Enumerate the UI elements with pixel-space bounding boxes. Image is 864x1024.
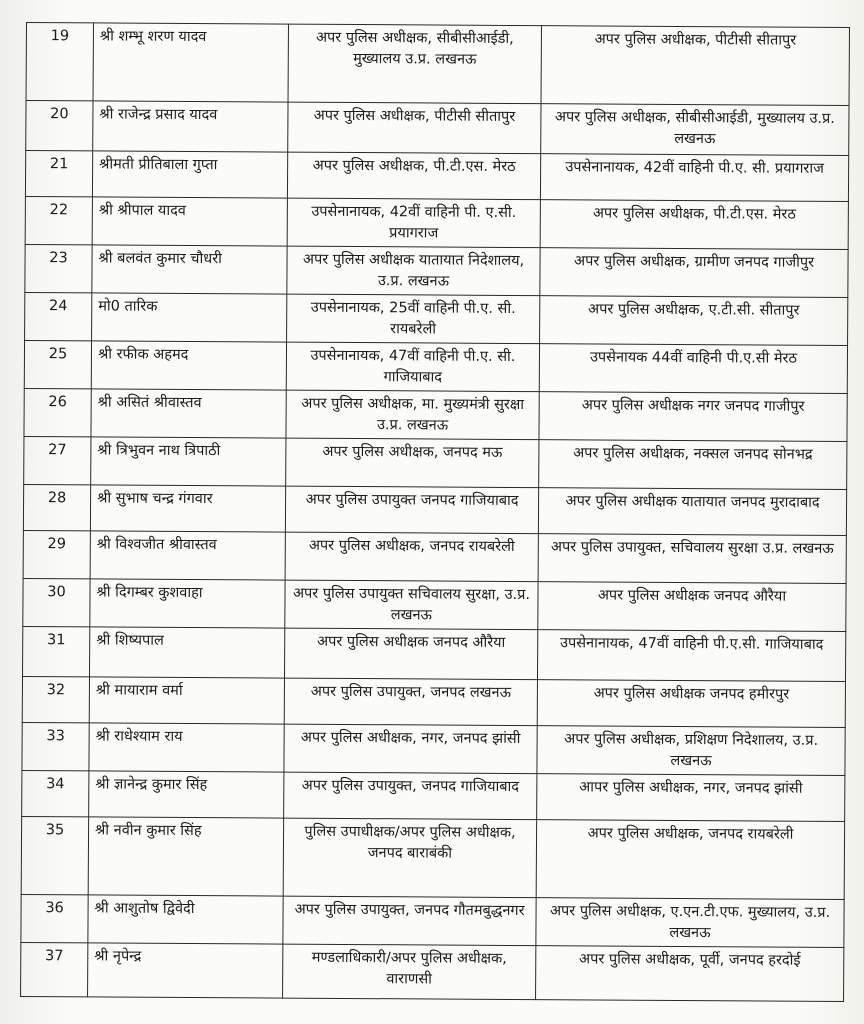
officer-name-cell: श्री मायाराम वर्मा (89, 677, 284, 724)
current-posting-cell: अपर पुलिस उपायुक्त, जनपद गौतमबुद्धनगर (283, 896, 536, 946)
new-posting-cell: उपसेनायक 44वीं वाहिनी पी.ए.सी मेरठ (539, 344, 847, 394)
new-posting-cell: आपर पुलिस अधीक्षक, नगर, जनपद झांसी (537, 774, 845, 822)
serial-number-cell: 29 (23, 530, 90, 578)
officer-name-cell: श्री असितं श्रीवास्तव (91, 389, 286, 438)
transfer-list-table (20, 22, 850, 1002)
serial-number-cell: 31 (23, 626, 90, 676)
current-posting-cell: उपसेनानायक, 47वीं वाहिनी पी.ए. सी. गाजियाबाद (286, 342, 539, 392)
table-row (26, 23, 849, 106)
officer-name-cell: श्री नवीन कुमार सिंह (88, 817, 283, 896)
new-posting-cell: अपर पुलिस अधीक्षक, ग्रामीण जनपद गाजीपुर (540, 248, 848, 298)
new-posting-cell: अपर पुलिस अधीक्षक, ए.एन.टी.एफ. मुख्यालय, उ.प्र. लखनऊ (536, 898, 844, 948)
current-posting-cell: अपर पुलिस अधीक्षक यातायात निदेशालय, उ.प्र. लखनऊ (287, 246, 540, 296)
new-posting-cell: अपर पुलिस अधीक्षक, ए.टी.सी. सीतापुर (540, 296, 848, 346)
officer-name-cell: मो0 तारिक (92, 293, 287, 342)
current-posting-cell: उपसेनानायक, 25वीं वाहिनी पी.ए. सी. रायबरेली (287, 294, 540, 344)
serial-number-cell: 27 (24, 436, 91, 484)
officer-name-cell: श्री शिष्यपाल (90, 627, 285, 678)
current-posting-cell: मण्डलाधिकारी/अपर पुलिस अधीक्षक, वाराणसी (283, 944, 536, 1000)
table-row (23, 484, 846, 535)
table-row (22, 676, 845, 727)
new-posting-cell: अपर पुलिस अधीक्षक, नक्सल जनपद सोनभद्र (539, 440, 847, 490)
officer-name-cell: श्री दिगम्बर कुशवाहा (90, 579, 285, 628)
table-row (23, 578, 846, 631)
table-row (21, 894, 844, 947)
new-posting-cell: अपर पुलिस अधीक्षक, पूर्वी, जनपद हरदोई (536, 946, 844, 1002)
new-posting-cell: अपर पुलिस उपायुक्त, सचिवालय सुरक्षा उ.प्र. लखनऊ (538, 534, 846, 584)
serial-number-cell: 19 (26, 23, 93, 101)
current-posting-cell: अपर पुलिस अधीक्षक जनपद औरैया (284, 628, 537, 680)
new-posting-cell: अपर पुलिस अधीक्षक, प्रशिक्षण निदेशालय, उ.प्र. लखनऊ (537, 726, 845, 776)
new-posting-cell: उपसेनानायक, 47वीं वाहिनी पी.ए.सी. गाजियाबाद (537, 630, 845, 682)
table-row (21, 816, 844, 899)
current-posting-cell: अपर पुलिस उपायुक्त, जनपद लखनऊ (284, 678, 537, 726)
current-posting-cell: उपसेनानायक, 42वीं वाहिनी पी. ए.सी. प्रयागराज (287, 198, 540, 248)
table-row (25, 292, 848, 345)
serial-number-cell: 34 (22, 770, 89, 816)
current-posting-cell: अपर पुलिस उपायुक्त जनपद गाजियाबाद (285, 486, 538, 534)
serial-number-cell: 26 (24, 388, 91, 436)
table-row (22, 722, 845, 775)
current-posting-cell: अपर पुलिस अधीक्षक, जनपद मऊ (286, 438, 539, 488)
officer-name-cell: श्रीमती प्रीतिबाला गुप्ता (92, 151, 287, 198)
officer-name-cell: श्री राजेन्द्र प्रसाद यादव (93, 101, 288, 152)
table-row (21, 942, 844, 1001)
serial-number-cell: 25 (24, 340, 91, 388)
serial-number-cell: 37 (21, 942, 88, 996)
new-posting-cell: अपर पुलिस अधीक्षक, जनपद रायबरेली (536, 820, 844, 900)
current-posting-cell: अपर पुलिस अधीक्षक, पी.टी.एस. मेरठ (287, 152, 540, 200)
serial-number-cell: 35 (21, 816, 88, 894)
serial-number-cell: 22 (25, 196, 92, 244)
current-posting-cell: अपर पुलिस अधीक्षक, मा. मुख्यमंत्री सुरक्षा उ.प्र. लखनऊ (286, 390, 539, 440)
table-row (23, 530, 846, 583)
serial-number-cell: 30 (23, 578, 90, 626)
serial-number-cell: 21 (25, 151, 92, 197)
serial-number-cell: 23 (25, 244, 92, 292)
table-row (26, 101, 849, 156)
current-posting-cell: अपर पुलिस अधीक्षक, नगर, जनपद झांसी (284, 724, 537, 774)
table-row (23, 626, 846, 681)
current-posting-cell: अपर पुलिस उपायुक्त सचिवालय सुरक्षा, उ.प्र. लखनऊ (285, 580, 538, 630)
current-posting-cell: अपर पुलिस उपायुक्त, जनपद गाजियाबाद (284, 772, 537, 820)
table-row (24, 340, 847, 393)
new-posting-cell: अपर पुलिस अधीक्षक, सीबीसीआईडी, मुख्यालय उ.प्र. लखनऊ (541, 104, 849, 156)
table-row (22, 770, 845, 821)
officer-name-cell: श्री नृपेन्द्र (88, 943, 283, 998)
serial-number-cell: 20 (26, 101, 93, 151)
officer-name-cell: श्री सुभाष चन्द्र गंगवार (90, 485, 285, 532)
current-posting-cell: अपर पुलिस अधीक्षक, जनपद रायबरेली (285, 532, 538, 582)
serial-number-cell: 28 (23, 484, 90, 530)
new-posting-cell: अपर पुलिस अधीक्षक नगर जनपद गाजीपुर (539, 392, 847, 442)
new-posting-cell: अपर पुलिस अधीक्षक यातायात जनपद मुरादाबाद (538, 488, 846, 536)
new-posting-cell: अपर पुलिस अधीक्षक, पीटीसी सीतापुर (541, 26, 849, 106)
officer-name-cell: श्री आशुतोष द्विवेदी (88, 895, 283, 944)
officer-name-cell: श्री रफीक अहमद (91, 341, 286, 390)
new-posting-cell: उपसेनानायक, 42वीं वाहिनी पी.ए. सी. प्रयागराज (540, 154, 848, 202)
officer-name-cell: श्री शम्भू शरण यादव (93, 23, 288, 102)
table-row (24, 388, 847, 441)
officer-name-cell: श्री श्रीपाल यादव (92, 197, 287, 246)
current-posting-cell: अपर पुलिस अधीक्षक, सीबीसीआईडी, मुख्यालय उ.प्र. लखनऊ (288, 24, 541, 104)
serial-number-cell: 24 (25, 292, 92, 340)
new-posting-cell: अपर पुलिस अधीक्षक जनपद औरैया (538, 582, 846, 632)
officer-name-cell: श्री त्रिभुवन नाथ त्रिपाठी (91, 437, 286, 486)
new-posting-cell: अपर पुलिस अधीक्षक जनपद हमीरपुर (537, 680, 845, 728)
table-row (25, 196, 848, 249)
serial-number-cell: 36 (21, 894, 88, 942)
current-posting-cell: पुलिस उपाधीक्षक/अपर पुलिस अधीक्षक, जनपद बाराबंकी (283, 818, 536, 898)
new-posting-cell: अपर पुलिस अधीक्षक, पी.टी.एस. मेरठ (540, 200, 848, 250)
table-row (25, 244, 848, 297)
transfer-table-body (21, 23, 850, 1002)
current-posting-cell: अपर पुलिस अधीक्षक, पीटीसी सीतापुर (288, 102, 541, 154)
officer-name-cell: श्री विश्वजीत श्रीवास्तव (90, 531, 285, 580)
officer-name-cell: श्री राधेश्याम राय (89, 723, 284, 772)
table-row (25, 151, 848, 202)
officer-name-cell: श्री ज्ञानेन्द्र कुमार सिंह (89, 771, 284, 818)
serial-number-cell: 32 (22, 676, 89, 722)
officer-name-cell: श्री बलवंत कुमार चौधरी (92, 245, 287, 294)
serial-number-cell: 33 (22, 722, 89, 770)
table-row (24, 436, 847, 489)
